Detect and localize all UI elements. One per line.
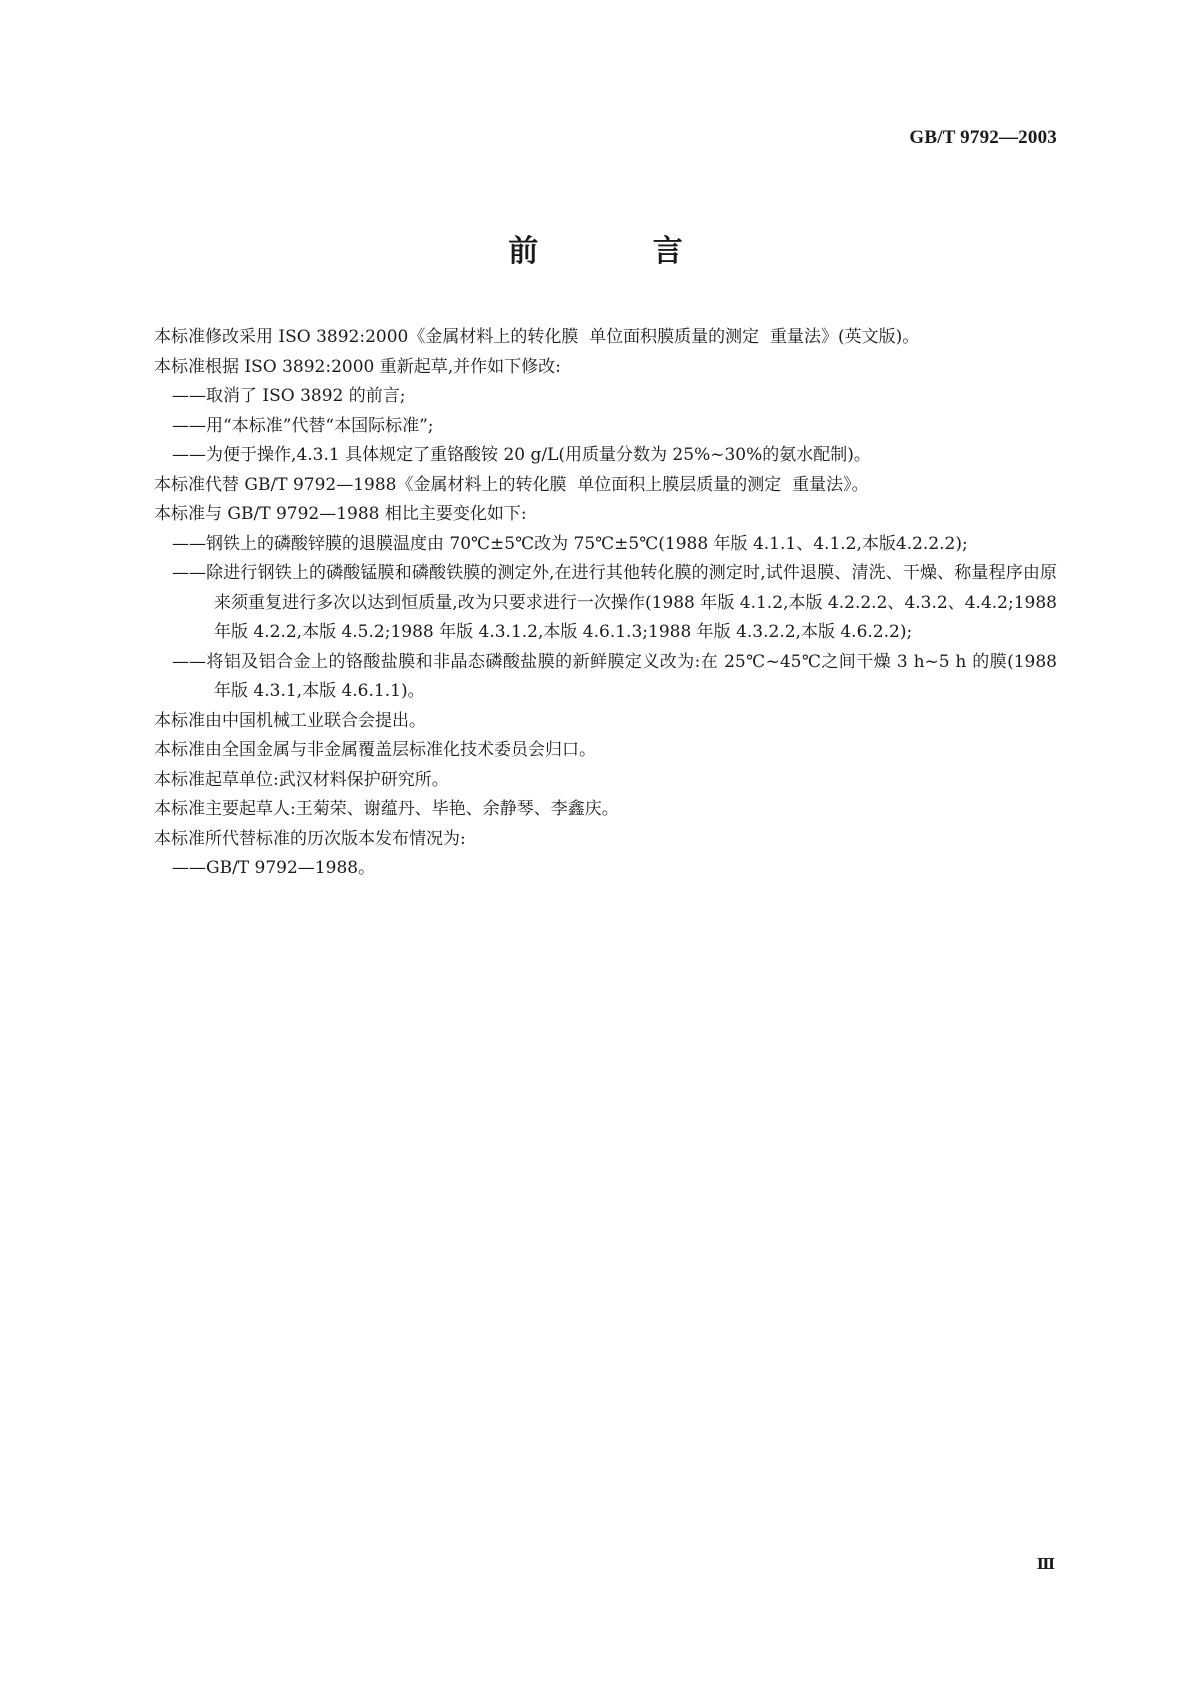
- paragraph: 本标准与 GB/T 9792—1988 相比主要变化如下:: [154, 504, 527, 524]
- paragraph: 本标准代替 GB/T 9792—1988《金属材料上的转化膜 单位面积上膜层质量的测定 重量法》。: [154, 474, 869, 495]
- document-body: [120, 323, 1063, 884]
- paragraph: 本标准由中国机械工业联合会提出。: [154, 710, 426, 731]
- paragraph: 本标准所代替标准的历次版本发布情况为:: [154, 828, 466, 849]
- paragraph: 本标准根据 ISO 3892:2000 重新起草,并作如下修改:: [154, 356, 561, 377]
- list-item: ——取消了 ISO 3892 的前言;: [172, 386, 406, 406]
- paragraph: 本标准由全国金属与非金属覆盖层标准化技术委员会归口。: [154, 740, 596, 760]
- list-item: ——用“本标准”代替“本国际标准”;: [172, 415, 434, 436]
- standard-number: GB/T 9792—2003: [909, 127, 1057, 148]
- paragraph: 本标准主要起草人:王菊荣、谢蕴丹、毕艳、余静琴、李鑫庆。: [154, 799, 619, 819]
- page-title: 前 言: [508, 234, 735, 269]
- list-item: ——GB/T 9792—1988。: [172, 858, 376, 878]
- paragraph: 本标准起草单位:武汉材料保护研究所。: [154, 769, 449, 790]
- page-number: Ⅲ: [1036, 1557, 1055, 1573]
- list-item: ——为便于操作,4.3.1 具体规定了重铬酸铵 20 g/L(用质量分数为 25%~30%的氨水配制)。: [172, 445, 871, 465]
- list-item: ——将铝及铝合金上的铬酸盐膜和非晶态磷酸盐膜的新鲜膜定义改为:在 25℃~45℃之间干燥 3 h~5 h 的膜(1988 年版 4.3.1,本版 4.6.1.1)。: [172, 651, 1063, 701]
- paragraph: 本标准修改采用 ISO 3892:2000《金属材料上的转化膜 单位面积膜质量的测定 重量法》(英文版)。: [154, 327, 920, 347]
- list-item: ——除进行钢铁上的磷酸锰膜和磷酸铁膜的测定外,在进行其他转化膜的测定时,试件退膜、清洗、干燥、称量程序由原来须重复进行多次以达到恒质量,改为只要求进行一次操作(1988 年版 4.1.2,本版 4.2.2.2、4.3.2、4.4.2;1988 年版 4.2.2,本版 4.5.2;1988 年版 4.3.1.2,本版 4.6.1.3;1988 年版 4.3.2.2,本版 4.6.2.2);: [172, 563, 1063, 642]
- list-item: ——钢铁上的磷酸锌膜的退膜温度由 70℃±5℃改为 75℃±5℃(1988 年版 4.1.1、4.1.2,本版4.2.2.2);: [172, 533, 968, 554]
